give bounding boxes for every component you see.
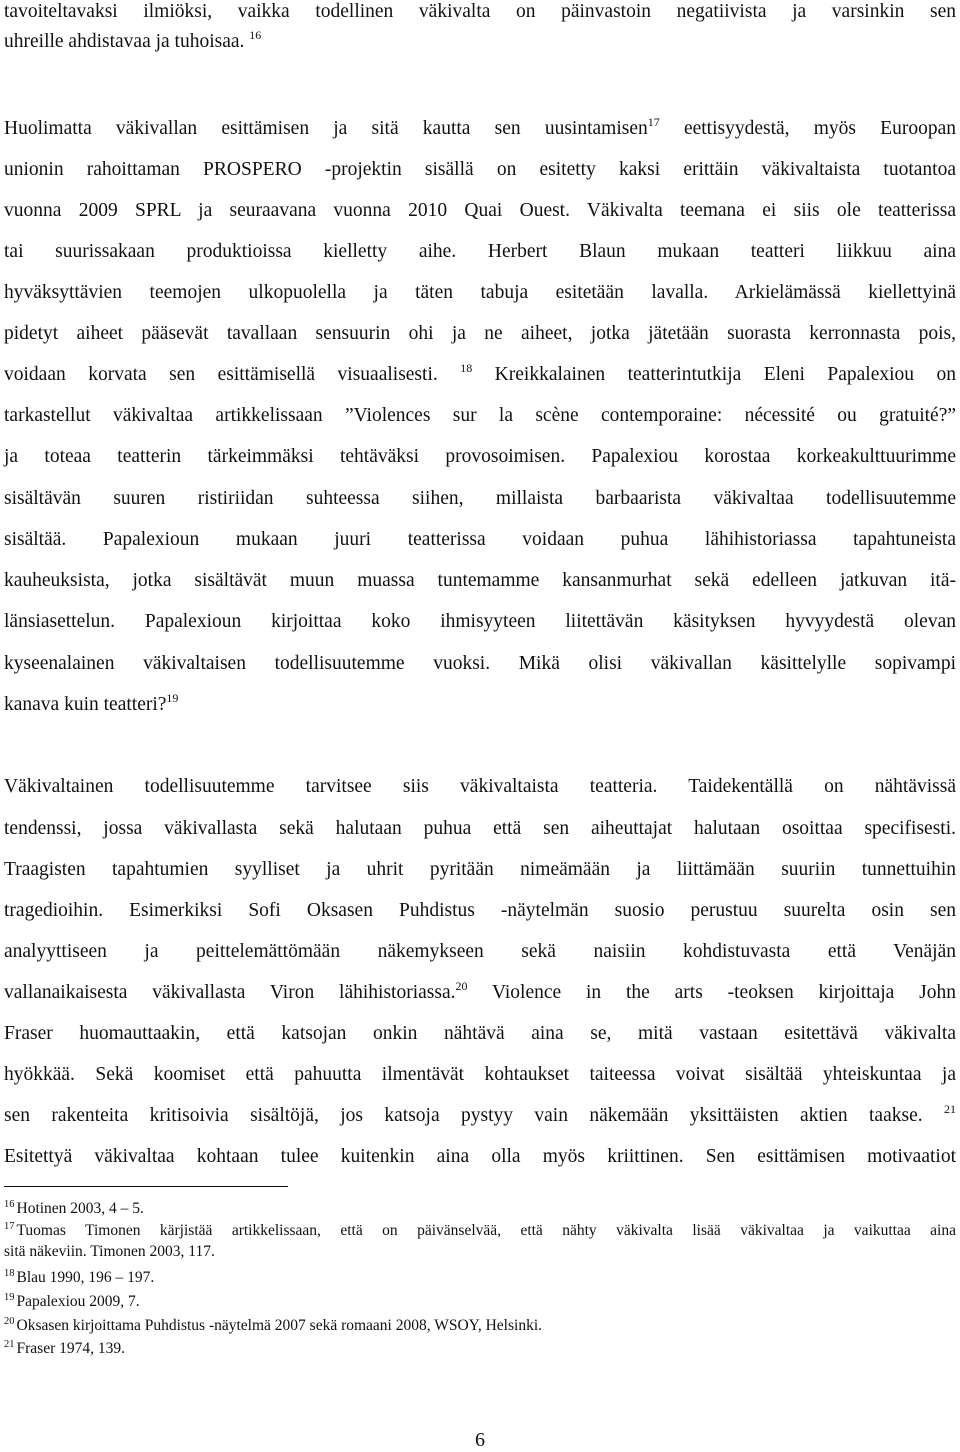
text-segment: uhreille ahdistavaa ja tuhoisaa.	[4, 31, 250, 52]
text-line	[4, 858, 956, 882]
text-line	[4, 610, 956, 634]
text-segment: tragedioihin. Esimerkiksi Sofi Oksasen Puhdistus -näytelmän suosio perustuu suurelta osin sen	[4, 900, 956, 921]
footnote-separator	[4, 1186, 288, 1187]
text-line	[4, 528, 956, 552]
footnote	[4, 1199, 956, 1218]
text-line	[4, 693, 956, 717]
footnote	[4, 1339, 956, 1358]
text-line	[4, 1022, 956, 1046]
footnote-text: sitä näkeviin. Timonen 2003, 117.	[4, 1243, 215, 1260]
text-segment: unionin rahoittaman PROSPERO -projektin sisällä on esitetty kaksi erittäin väkivaltaista tuotantoa	[4, 159, 956, 180]
text-line	[4, 569, 956, 593]
footnote-ref: 18	[460, 361, 473, 375]
text-segment: vuonna 2009 SPRL ja seuraavana vuonna 2010 Quai Ouest. Väkivalta teemana ei siis ole teatterissa	[4, 200, 956, 221]
footnote-text: Fraser 1974, 139.	[16, 1340, 125, 1357]
footnote-number: 16	[4, 1199, 15, 1210]
text-line	[4, 1063, 956, 1087]
text-line	[4, 322, 956, 346]
text-segment: Fraser huomauttaakin, että katsojan onkin nähtävä aina se, mitä vastaan esitettävä väkivalta	[4, 1023, 956, 1044]
text-segment: kyseenalainen väkivaltaisen todellisuutemme vuoksi. Mikä olisi väkivallan käsittelylle sopivampi	[4, 653, 956, 674]
footnote-number: 17	[4, 1221, 15, 1232]
text-segment: tarkastellut väkivaltaa artikkelissaan ”Violences sur la scène contemporaine: nécessité ou gratuité?”	[4, 405, 956, 426]
footnote-ref: 19	[166, 691, 179, 705]
footnote-ref: 21	[944, 1102, 956, 1116]
text-line	[4, 981, 956, 1005]
footnote	[4, 1268, 956, 1287]
footnote-text: Oksasen kirjoittama Puhdistus -näytelmä 2007 sekä romaani 2008, WSOY, Helsinki.	[16, 1317, 543, 1334]
text-line	[4, 1104, 956, 1128]
text-segment: voidaan korvata sen esittämisellä visuaalisesti.	[4, 364, 461, 385]
footnote-number: 19	[4, 1292, 15, 1303]
text-segment: Väkivaltainen todellisuutemme tarvitsee siis väkivaltaista teatteria. Taidekentällä on nähtävissä	[4, 776, 956, 797]
text-segment: eettisyydestä, myös Euroopan	[659, 118, 956, 139]
text-segment: sen rakenteita kritisoivia sisältöjä, jos katsoja pystyy vain näkemään yksittäisten aktien taakse.	[4, 1105, 944, 1126]
text-segment: tavoiteltavaksi ilmiöksi, vaikka todellinen väkivalta on päinvastoin negatiivista ja varsinkin sen	[4, 1, 956, 22]
text-segment: länsiasettelun. Papalexioun kirjoittaa koko ihmisyyteen liitettävän käsityksen hyvyydestä olevan	[4, 611, 956, 632]
text-line	[4, 487, 956, 511]
text-line	[4, 404, 956, 428]
text-segment: tendenssi, jossa väkivallasta sekä halutaan puhua että sen aiheuttajat halutaan osoittaa specifisesti.	[4, 818, 956, 839]
text-line	[4, 158, 956, 182]
text-segment: pidetyt aiheet pääsevät tavallaan sensuurin ohi ja ne aiheet, jotka jätetään suorasta kerronnasta pois,	[4, 323, 956, 344]
text-line	[4, 30, 956, 54]
footnote-ref: 17	[647, 115, 660, 129]
text-segment: kanava kuin teatteri?	[4, 694, 167, 715]
page-number: 6	[475, 1429, 485, 1451]
text-segment: sisältävän suuren ristiriidan suhteessa siihen, millaista barbaarista väkivaltaa todellisuutemme	[4, 488, 956, 509]
footnote-text: Blau 1990, 196 – 197.	[16, 1269, 155, 1286]
text-line	[4, 199, 956, 223]
text-line	[4, 445, 956, 469]
text-line	[4, 281, 956, 305]
text-segment: vallanaikaisesta väkivallasta Viron lähihistoriassa.	[4, 982, 456, 1003]
text-segment: Esitettyä väkivaltaa kohtaan tulee kuitenkin aina olla myös kriittinen. Sen esittämisen motivaatiot	[4, 1146, 956, 1167]
text-segment: ja toteaa teatterin tärkeimmäksi tehtäväksi provosoimisen. Papalexiou korostaa korkeakulttuurimme	[4, 446, 956, 467]
footnote-text: Papalexiou 2009, 7.	[16, 1293, 140, 1310]
footnote	[4, 1221, 956, 1240]
text-line	[4, 817, 956, 841]
text-line	[4, 899, 956, 923]
text-segment: tai suurissakaan produktioissa kielletty aihe. Herbert Blaun mukaan teatteri liikkuu aina	[4, 241, 956, 262]
footnote-text: Tuomas Timonen kärjistää artikkelissaan, että on päivänselvää, että nähty väkivalta lisää väkivaltaa ja vaikuttaa aina	[16, 1222, 956, 1239]
text-line	[4, 0, 956, 24]
text-line	[4, 117, 956, 141]
text-line	[4, 240, 956, 264]
text-segment: Huolimatta väkivallan esittämisen ja sitä kautta sen uusintamisen	[4, 118, 648, 139]
text-segment: kauheuksista, jotka sisältävät muun muassa tuntemamme kansanmurhat sekä edelleen jatkuvan itä-	[4, 570, 956, 591]
text-segment: Traagisten tapahtumien syylliset ja uhrit pyritään nimeämään ja liittämään suuriin tunnettuihin	[4, 859, 956, 880]
text-segment: sisältää. Papalexioun mukaan juuri teatterissa voidaan puhua lähihistoriassa tapahtuneista	[4, 529, 956, 550]
text-line	[4, 363, 956, 387]
text-line	[4, 940, 956, 964]
footnote-number: 18	[4, 1268, 15, 1279]
footnote-ref: 16	[249, 28, 262, 42]
footnote-number: 20	[4, 1316, 15, 1327]
footnote	[4, 1242, 956, 1261]
footnote-ref: 20	[455, 979, 468, 993]
footnote-text: Hotinen 2003, 4 – 5.	[16, 1200, 144, 1217]
text-segment: Kreikkalainen teatterintutkija Eleni Papalexiou on	[472, 364, 956, 385]
footnote	[4, 1292, 956, 1311]
text-line	[4, 652, 956, 676]
text-segment: analyyttiseen ja peittelemättömään näkemykseen sekä naisiin kohdistuvasta että Venäjän	[4, 941, 956, 962]
footnote	[4, 1316, 956, 1335]
text-line	[4, 1145, 956, 1169]
text-segment: hyväksyttävien teemojen ulkopuolella ja täten tabuja esitetään lavalla. Arkielämässä kiellettyinä	[4, 282, 956, 303]
text-segment: hyökkää. Sekä koomiset että pahuutta ilmentävät kohtaukset taiteessa voivat sisältää yhteiskuntaa ja	[4, 1064, 956, 1085]
footnote-number: 21	[4, 1339, 15, 1350]
text-line	[4, 775, 956, 799]
text-segment: Violence in the arts -teoksen kirjoittaja John	[467, 982, 957, 1003]
